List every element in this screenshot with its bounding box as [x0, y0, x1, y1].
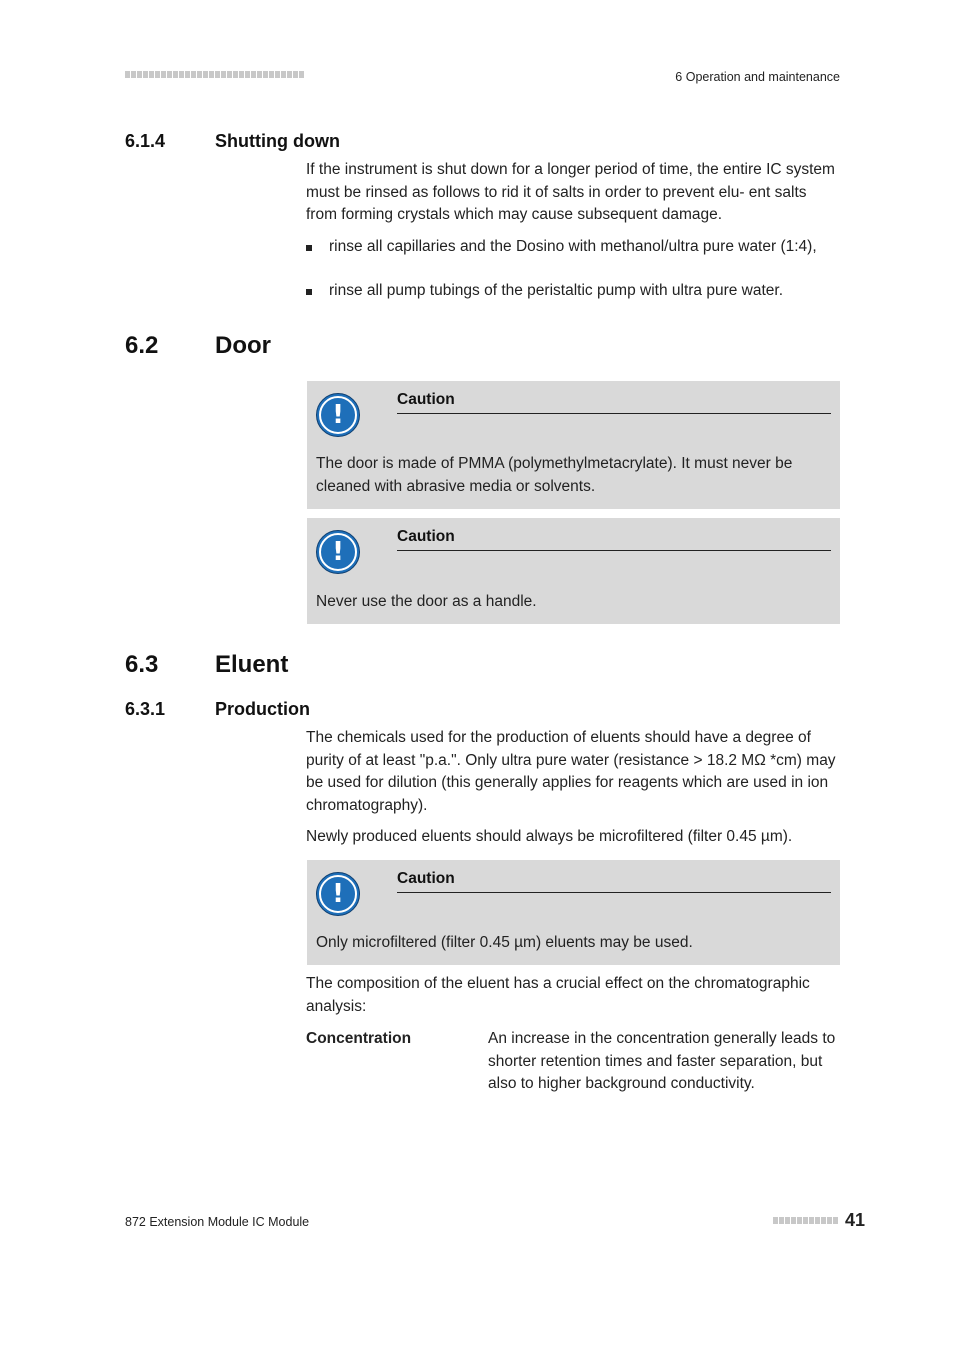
section-title: Production: [215, 699, 310, 719]
section-6-2-heading: [0, 332, 954, 362]
production-paragraph: The chemicals used for the production of eluents should have a degree of purity of at least "p.a.". Only ultra pure water (resistance > 18.2 MΩ *cm) may be used for dilution (this generally applies for reagents which are used in ion chromatography).: [306, 729, 836, 814]
section-number: 6.3: [125, 651, 159, 678]
list-item-text: rinse all capillaries and the Dosino with methanol/ultra pure water (1:4),: [329, 238, 817, 255]
section-6-3-1-heading: [0, 699, 954, 723]
section-number: 6.1.4: [125, 131, 166, 151]
composition-paragraph: The composition of the eluent has a crucial effect on the chromatographic analysis:: [306, 975, 810, 1015]
footer-product: 872 Extension Module IC Module: [125, 1215, 310, 1229]
definition-term: Concentration: [306, 1030, 412, 1047]
caution-box: [307, 381, 840, 509]
shutdown-paragraph: If the instrument is shut down for a longer period of time, the entire IC system must be rinsed as follows to rid it of salts in order to prevent elu- ent salts from forming crystals which may cause subsequent damage.: [306, 161, 835, 223]
caution-text: Never use the door as a handle.: [316, 593, 537, 610]
bullet-icon: [306, 289, 312, 295]
list-item: [306, 236, 840, 259]
running-header: 6 Operation and maintenance: [675, 70, 840, 84]
exclamation-circle-icon: !: [316, 872, 360, 916]
caution-box: [307, 518, 840, 624]
footer-decoration: [773, 1217, 838, 1224]
definition-description: An increase in the concentration generally leads to shorter retention times and faster separation, but also to higher background conductivity.: [488, 1030, 836, 1092]
section-6-3-heading: [0, 651, 954, 681]
list-item-text: rinse all pump tubings of the peristaltic pump with ultra pure water.: [329, 282, 784, 299]
section-number: 6.3.1: [125, 699, 166, 719]
page-number: 41: [845, 1210, 866, 1230]
section-title: Door: [215, 332, 271, 359]
caution-title: Caution: [397, 389, 831, 414]
section-title: Eluent: [215, 651, 289, 678]
header-decoration: [125, 71, 304, 80]
section-6-1-4-heading: [0, 131, 954, 155]
caution-text: The door is made of PMMA (polymethylmetacrylate). It must never be cleaned with abrasive media or solvents.: [316, 455, 793, 495]
section-number: 6.2: [125, 332, 159, 359]
list-item: [306, 280, 840, 303]
microfilter-paragraph: Newly produced eluents should always be microfiltered (filter 0.45 µm).: [306, 828, 793, 845]
bullet-icon: [306, 245, 312, 251]
caution-text: Only microfiltered (filter 0.45 µm) eluents may be used.: [316, 934, 693, 951]
exclamation-circle-icon: !: [316, 530, 360, 574]
caution-box: [307, 860, 840, 965]
caution-title: Caution: [397, 868, 831, 893]
exclamation-circle-icon: !: [316, 393, 360, 437]
section-title: Shutting down: [215, 131, 340, 151]
caution-title: Caution: [397, 526, 831, 551]
